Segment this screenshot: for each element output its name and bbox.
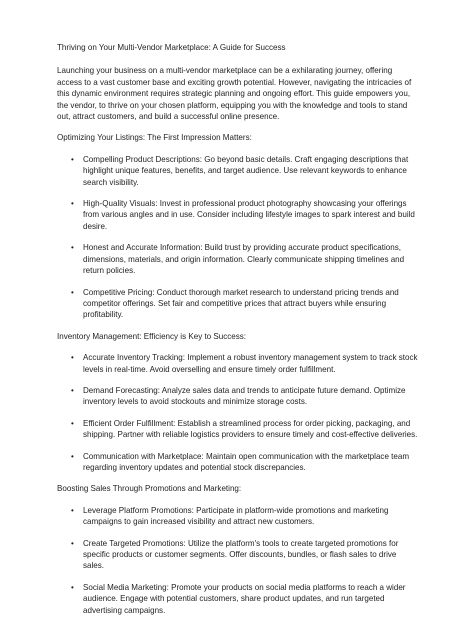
list-item-text: High-Quality Visuals: Invest in professional product photography showcasing your offerings from various angles and in use. Consider including lifestyle images to spark interest and build desire. [83,199,415,231]
list-item-text: Social Media Marketing: Promote your products on social media platforms to reach a wider audience. Engage with potential customers, share product updates, and run targeted advertising campaigns. [83,582,406,615]
document-title: Thriving on Your Multi-Vendor Marketplace: A Guide for Success [57,43,286,52]
promotions-bullet-list [57,505,419,616]
list-item [57,538,419,572]
bullet-icon: • [71,154,74,164]
list-item [57,451,419,474]
list-item-text: Efficient Order Fulfillment: Establish a streamlined process for order picking, packaging, and shipping. Partner with reliable logistics providers to ensure timely and cost-effective deliveries. [83,418,418,440]
list-item-text: Honest and Accurate Information: Build trust by providing accurate product specifications, dimensions, materials, and origin information. Clearly communicate shipping timelines and return policies. [83,243,405,276]
bullet-icon: • [71,243,74,253]
section-heading-promotions: Boosting Sales Through Promotions and Marketing: [57,484,242,494]
list-item [57,385,419,408]
bullet-icon: • [71,199,74,209]
list-item-text: Leverage Platform Promotions: Participate in platform-wide promotions and marketing campaigns to gain increased visibility and attract new customers. [83,505,389,527]
bullet-icon: • [71,287,74,297]
bullet-icon: • [71,418,74,428]
bullet-icon: • [71,505,74,515]
section-heading-listings: Optimizing Your Listings: The First Impression Matters: [57,133,252,143]
section-heading-inventory: Inventory Management: Efficiency is Key to Success: [57,331,247,341]
list-item-text: Accurate Inventory Tracking: Implement a robust inventory management system to track stock levels in real-time. Avoid overselling and ensure timely order fulfillment. [83,353,418,374]
list-item-text: Compelling Product Descriptions: Go beyond basic details. Craft engaging descriptions that highlight unique features, benefits, and target audience. Use relevant keywords to enhance search visibility. [83,154,409,187]
list-item-text: Create Targeted Promotions: Utilize the platform's tools to create targeted promotions for specific products or customer segments. Offer discounts, bundles, or flash sales to drive sales. [83,538,399,571]
list-item-text: Competitive Pricing: Conduct thorough market research to understand pricing trends and competitor offerings. Set fair and competitive prices that attract buyers while ensuring profitability. [83,287,399,320]
list-item [57,505,419,528]
bullet-icon: • [71,538,74,548]
list-item [57,352,419,375]
list-item [57,418,419,441]
listings-bullet-list [57,154,419,321]
bullet-icon: • [71,582,74,592]
intro-paragraph: Launching your business on a multi-vendor marketplace can be a exhilarating journey, offering access to a vast customer base and exciting growth potential. However, navigating the intricacies of this dynamic environment requires strategic planning and ongoing effort. This guide empowers you, the vendor, to thrive on your chosen platform, equipping you with the knowledge and tools to stand out, attract customers, and build a successful online presence. [57,66,412,122]
bullet-icon: • [71,385,74,395]
list-item [57,154,419,188]
list-item [57,242,419,276]
list-item-text: Demand Forecasting: Analyze sales data and trends to anticipate future demand. Optimize inventory levels to avoid stockouts and minimize storage costs. [83,385,406,407]
list-item-text: Communication with Marketplace: Maintain open communication with the marketplace team regarding inventory updates and potential stock discrepancies. [83,451,410,472]
list-item [57,582,419,616]
list-item [57,287,419,321]
inventory-bullet-list [57,352,419,473]
list-item [57,198,419,232]
bullet-icon: • [71,353,74,363]
document-page [57,42,419,626]
bullet-icon: • [71,451,74,461]
